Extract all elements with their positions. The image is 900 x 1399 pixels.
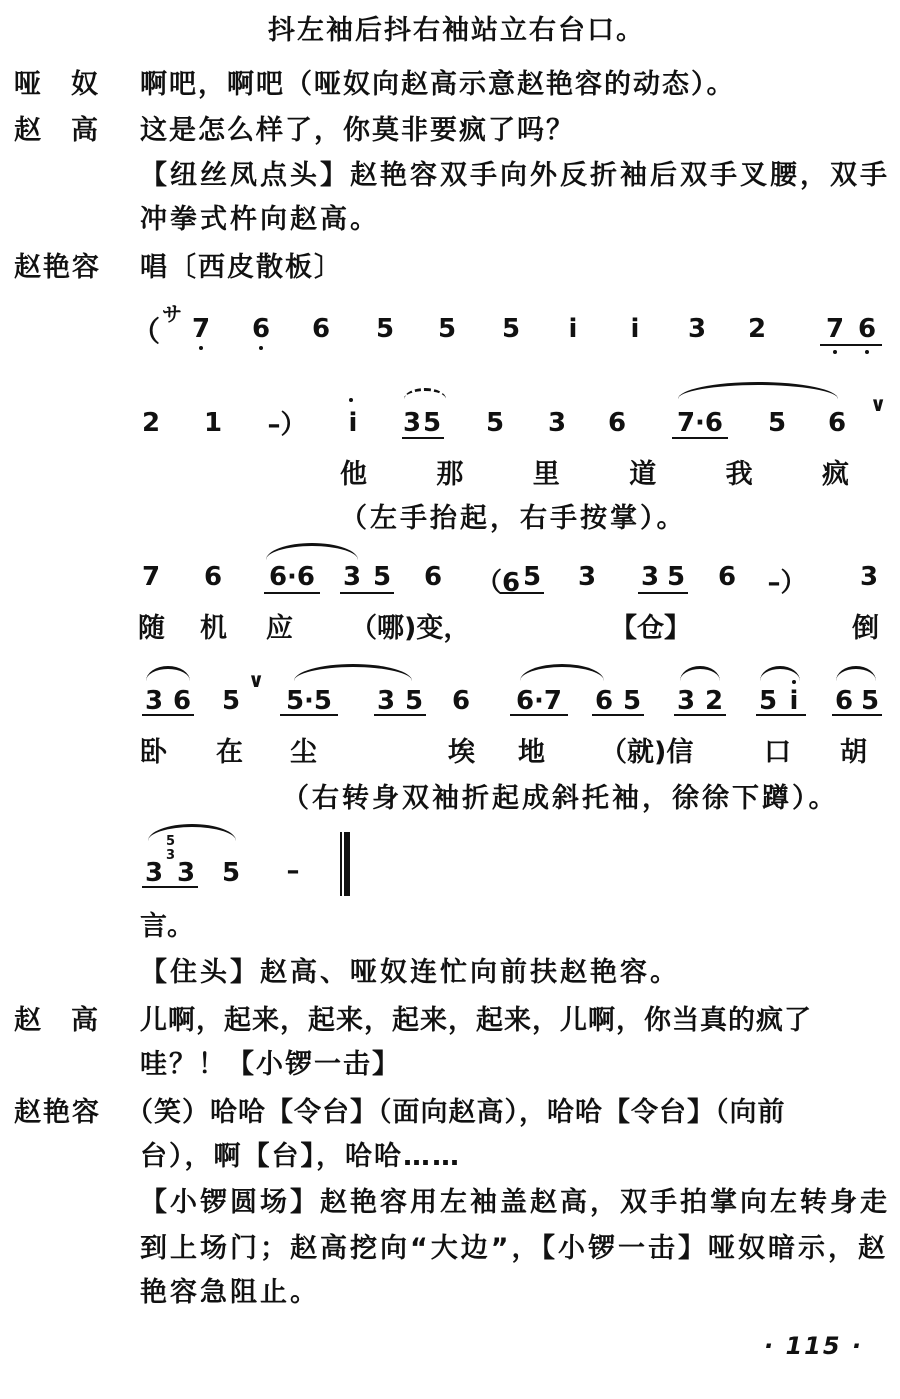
note: 5 [221, 858, 241, 888]
note: 5 [622, 686, 642, 716]
note: 5 [767, 408, 787, 438]
lyric: 卧 [140, 737, 167, 768]
line-yanu: 啊吧，啊吧（哑奴向赵高示意赵艳容的动态）。 [140, 69, 736, 100]
grace-note: 5 [166, 834, 176, 849]
note: 5 [666, 562, 686, 592]
line-zhaogao-1: 这是怎么样了，你莫非要疯了吗？ [140, 115, 575, 146]
note: 3 [342, 562, 362, 592]
paren-open: （ [132, 315, 161, 348]
slur [836, 666, 876, 681]
note: i [348, 408, 358, 438]
low-dot [833, 350, 837, 354]
note: 3 [859, 562, 879, 592]
lyric: 言。 [140, 911, 194, 942]
lyric: （哪)变， [350, 613, 471, 644]
note: 3 [144, 858, 164, 888]
note: 6 [857, 314, 877, 344]
lyric: 地 [518, 737, 545, 768]
action-direction-2: （右转身双袖折起成斜托袖，徐徐下蹲）。 [282, 783, 839, 814]
note: 3 [577, 562, 597, 592]
note: 5 [485, 408, 505, 438]
note: 3 [687, 314, 707, 344]
note: 2 [747, 314, 767, 344]
underline [638, 592, 688, 594]
lyric: 埃 [448, 737, 475, 768]
note: 5 [375, 314, 395, 344]
note: 6 [451, 686, 471, 716]
underline [264, 592, 320, 594]
lyric: 胡 [840, 737, 867, 768]
slur [146, 666, 190, 681]
slur [520, 664, 604, 681]
note: 6 [717, 562, 737, 592]
note: 3 [676, 686, 696, 716]
note: 6 [827, 408, 847, 438]
note: （6 [476, 568, 521, 598]
lyric: 倒 [852, 613, 879, 644]
note: 3 [402, 408, 422, 438]
lyric: （就)信 [600, 737, 694, 768]
underline [672, 437, 728, 439]
note: 6 [203, 562, 223, 592]
line-zhaogao-2a: 儿啊，起来，起来，起来，起来，儿啊，你当真的疯了 [140, 1005, 812, 1036]
note: i [789, 686, 799, 716]
note: 6 [423, 562, 443, 592]
slur [148, 824, 236, 841]
line-zhaoyanrong-2a: （笑）哈哈【令台】（面向赵高），哈哈【令台】（向前 [126, 1097, 786, 1128]
note: 3 [176, 858, 196, 888]
lyric: 口 [764, 737, 791, 768]
note: 3 [144, 686, 164, 716]
note: 5 [422, 408, 442, 438]
note: 6·6 [268, 562, 316, 592]
lyric: 应 [266, 613, 293, 644]
speaker-zhaoyanrong-1: 赵艳容 [14, 252, 101, 283]
slur [404, 388, 446, 399]
underline [402, 437, 444, 439]
stage-direction-1a: 【纽丝凤点头】赵艳容双手向外反折袖后双手叉腰，双手 [140, 160, 890, 191]
slur [678, 382, 838, 399]
note: 5 [404, 686, 424, 716]
stage-direction-2: 【住头】赵高、哑奴连忙向前扶赵艳容。 [140, 957, 680, 988]
line-zhaoyanrong-2b: 台），啊【台】，哈哈…… [140, 1141, 461, 1172]
lyric: 在 [216, 737, 243, 768]
note: 5 [372, 562, 392, 592]
lyric: 尘 [290, 737, 317, 768]
note: i [568, 314, 578, 344]
note: 5 [860, 686, 880, 716]
stage-direction-3c: 艳容急阻止。 [140, 1277, 320, 1308]
slur [680, 666, 720, 681]
line-zhaoyanrong-sing: 唱〔西皮散板〕 [140, 252, 343, 283]
breath-mark: ∨ [248, 668, 265, 692]
note: –） [267, 410, 307, 440]
note: 3 [547, 408, 567, 438]
note: 7 [825, 314, 845, 344]
note: 6 [172, 686, 192, 716]
speaker-yanu: 哑奴 [14, 69, 128, 100]
low-dot [865, 350, 869, 354]
note: 6 [311, 314, 331, 344]
note: 2 [704, 686, 724, 716]
grace-note-sub: 3 [166, 848, 176, 863]
note: 7·6 [676, 408, 724, 438]
low-dot [199, 346, 203, 350]
underline [374, 714, 426, 716]
lyrics-row-2: 他 那 里 道 我 疯 [340, 459, 879, 490]
underline [142, 714, 194, 716]
underline [592, 714, 644, 716]
underline [500, 592, 544, 594]
underline [674, 714, 726, 716]
note: 5 [758, 686, 778, 716]
note: 5 [221, 686, 241, 716]
lyric: 机 [200, 613, 227, 644]
underline [820, 344, 882, 346]
lyric: 随 [138, 613, 165, 644]
note: 6·7 [515, 686, 563, 716]
top-line: 抖左袖后抖右袖站立右台口。 [268, 15, 645, 46]
note: 3 [376, 686, 396, 716]
note: i [630, 314, 640, 344]
speaker-zhaogao-1: 赵高 [14, 115, 128, 146]
note: 7 [141, 562, 161, 592]
page-number: · 115 · [764, 1332, 864, 1360]
final-barline [344, 832, 350, 896]
note: 6 [594, 686, 614, 716]
speaker-zhaoyanrong-2: 赵艳容 [14, 1097, 101, 1128]
note: 5 [501, 314, 521, 344]
note: 5 [522, 562, 542, 592]
slur [760, 666, 800, 681]
high-dot [792, 680, 796, 684]
note: 2 [141, 408, 161, 438]
note: 5·5 [285, 686, 333, 716]
note: 3 [640, 562, 660, 592]
low-dot [259, 346, 263, 350]
note: 7 [191, 314, 211, 344]
underline [510, 714, 568, 716]
note: 6 [607, 408, 627, 438]
action-direction-1: （左手抬起，右手按掌）。 [340, 503, 687, 534]
underline [340, 592, 394, 594]
note: – [286, 856, 300, 886]
lyric: 【仓】 [610, 613, 691, 644]
breath-mark: ∨ [870, 392, 887, 416]
underline [756, 714, 806, 716]
final-barline-thin [340, 832, 342, 896]
speaker-zhaogao-2: 赵高 [14, 1005, 128, 1036]
note: 6 [251, 314, 271, 344]
tempo-mark: サ [162, 302, 182, 326]
stage-direction-3b: 到上场门；赵高挖向“大边”，【小锣一击】哑奴暗示，赵 [140, 1233, 888, 1264]
line-zhaogao-2b: 哇？！【小锣一击】 [140, 1049, 401, 1080]
underline [142, 886, 198, 888]
stage-direction-1b: 冲拳式杵向赵高。 [140, 204, 380, 235]
underline [280, 714, 338, 716]
note: 1 [203, 408, 223, 438]
slur [294, 664, 412, 681]
stage-direction-3a: 【小锣圆场】赵艳容用左袖盖赵高，双手拍掌向左转身走 [140, 1187, 890, 1218]
note: 5 [437, 314, 457, 344]
underline [832, 714, 882, 716]
slur [266, 543, 358, 560]
high-dot [349, 398, 353, 402]
note: –） [767, 568, 807, 598]
note: 6 [834, 686, 854, 716]
